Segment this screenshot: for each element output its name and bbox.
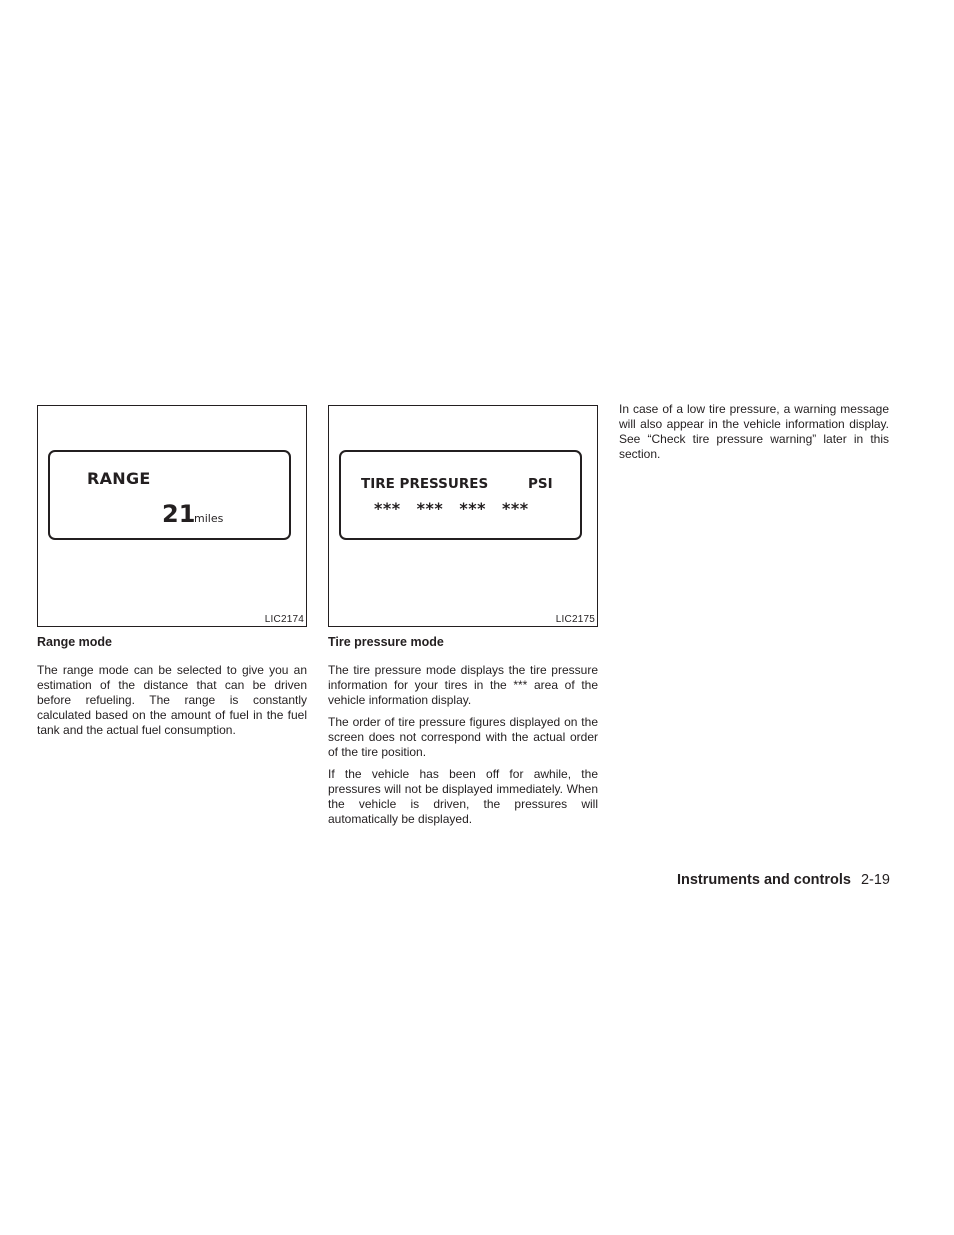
tire-pressure-paragraph-1: The tire pressure mode displays the tire pressure information for your tires in the *** area of the vehicle information display. (328, 663, 598, 707)
tire-pressure-display-screen (339, 450, 582, 540)
tire-pressure-figure-id: LIC2175 (555, 614, 595, 625)
range-mode-figure (37, 405, 307, 627)
footer-page-number: 2-19 (860, 872, 890, 888)
page-footer (600, 872, 890, 888)
range-display-screen (48, 450, 291, 540)
tire-pressure-display-values: *** *** *** *** (374, 499, 529, 518)
footer-section-title: Instruments and controls (676, 872, 851, 888)
tire-pressure-paragraph-2: The order of tire pressure figures displayed on the screen does not correspond with the actual order of the tire position. (328, 715, 598, 759)
range-figure-id: LIC2174 (264, 614, 304, 625)
tire-pressure-display-unit: PSI (528, 476, 553, 492)
tire-pressure-display-title: TIRE PRESSURES (361, 476, 489, 492)
tire-pressure-figure (328, 405, 598, 627)
low-pressure-warning-paragraph: In case of a low tire pressure, a warning message will also appear in the vehicle information display. See “Check tire pressure warning” later in this section. (619, 402, 889, 461)
range-mode-paragraph: The range mode can be selected to give you an estimation of the distance that can be driven before refueling. The range is constantly calculated based on the amount of fuel in the fuel tank and the actual fuel consumption. (37, 663, 307, 737)
tire-pressure-column (328, 405, 598, 834)
warning-column (619, 402, 889, 469)
range-display-value: 21 (162, 500, 196, 528)
range-mode-heading: Range mode (37, 635, 113, 649)
tire-pressure-paragraph-3: If the vehicle has been off for awhile, the pressures will not be displayed immediately. When the vehicle is driven, the pressures will automatically be displayed. (328, 767, 598, 826)
range-display-title: RANGE (87, 469, 151, 488)
range-mode-column (37, 405, 307, 745)
tire-pressure-heading: Tire pressure mode (328, 635, 444, 649)
range-display-unit: miles (194, 512, 224, 525)
